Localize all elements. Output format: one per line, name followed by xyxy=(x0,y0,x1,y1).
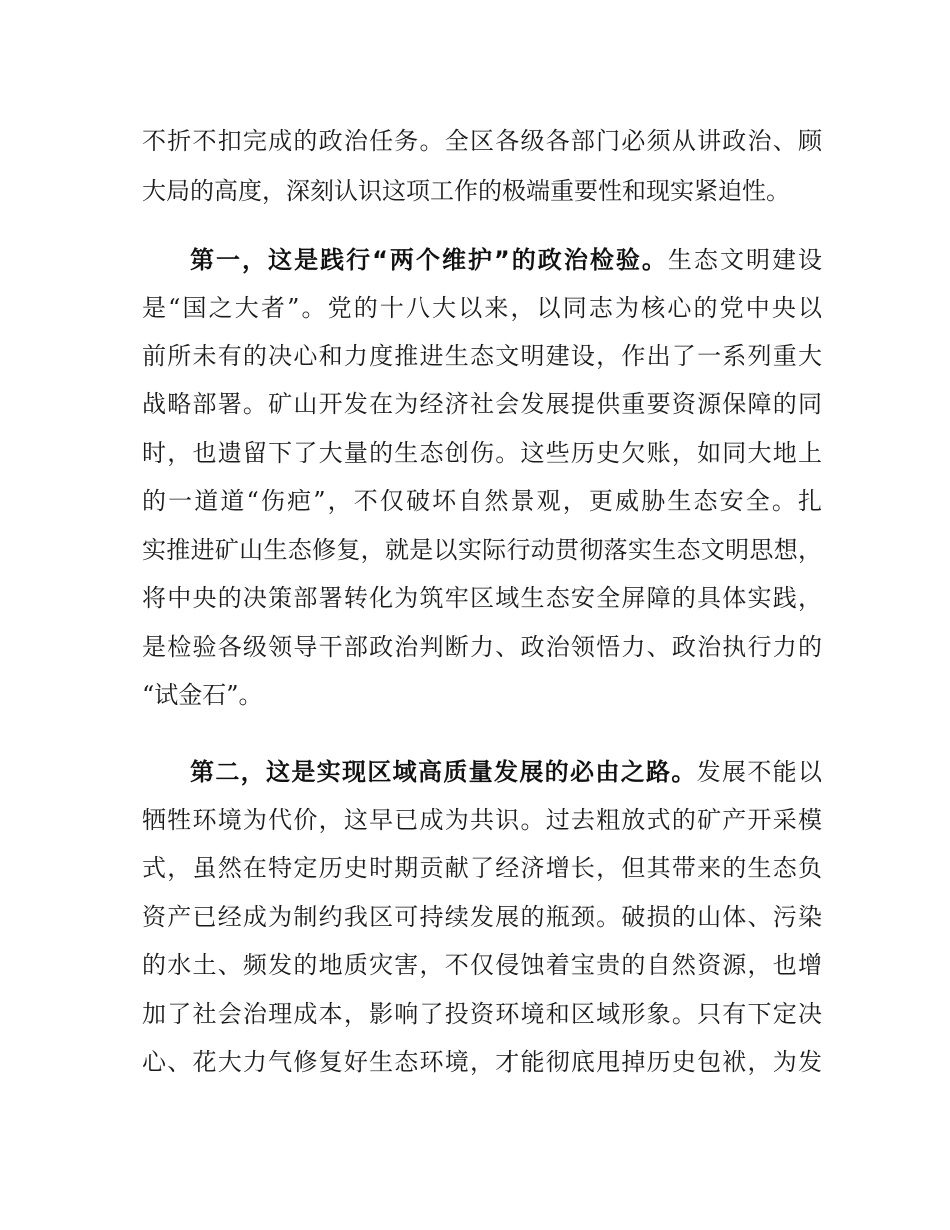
paragraph-line: 是检验各级领导干部政治判断力、政治领悟力、政治执行力的 xyxy=(142,633,822,661)
paragraph-line: “试金石”。 xyxy=(142,681,263,709)
paragraph-line: 时，也遗留下了大量的生态创伤。这些历史欠账，如同大地上 xyxy=(142,439,822,467)
paragraph-line: 大局的高度，深刻认识这项工作的极端重要性和现实紧迫性。 xyxy=(142,177,790,205)
paragraph-line: 将中央的决策部署转化为筑牢区域生态安全屏障的具体实践， xyxy=(142,584,822,612)
paragraph-line: 实推进矿山生态修复，就是以实际行动贯彻落实生态文明思想， xyxy=(142,536,822,564)
paragraph-heading: 第二，这是实现区域高质量发展的必由之路。 xyxy=(190,758,697,786)
paragraph-line: 牺牲环境为代价，这早已成为共识。过去粗放式的矿产开采模 xyxy=(142,806,822,834)
paragraph-two-first-line xyxy=(190,752,822,792)
paragraph-line: 不折不扣完成的政治任务。全区各级各部门必须从讲政治、顾 xyxy=(142,127,822,155)
paragraph-line: 是“国之大者”。党的十八大以来，以同志为核心的党中央以 xyxy=(142,294,822,322)
paragraph-line: 加了社会治理成本，影响了投资环境和区域形象。只有下定决 xyxy=(142,1000,822,1028)
paragraph-line: 战略部署。矿山开发在为经济社会发展提供重要资源保障的同 xyxy=(142,390,822,418)
paragraph-heading: 第一，这是践行“两个维护”的政治检验。 xyxy=(190,246,668,274)
paragraph-one-first-line xyxy=(190,240,822,280)
paragraph-line: 资产已经成为制约我区可持续发展的瓶颈。破损的山体、污染 xyxy=(142,903,822,931)
paragraph-text: 发展不能以 xyxy=(696,758,823,786)
paragraph-line: 式，虽然在特定历史时期贡献了经济增长，但其带来的生态负 xyxy=(142,854,822,882)
paragraph-line: 的水土、频发的地质灾害，不仅侵蚀着宝贵的自然资源，也增 xyxy=(142,951,822,979)
paragraph-line: 心、花大力气修复好生态环境，才能彻底甩掉历史包袱，为发 xyxy=(142,1048,822,1076)
paragraph-text: 生态文明建设 xyxy=(667,246,823,274)
paragraph-line: 前所未有的决心和力度推进生态文明建设，作出了一系列重大 xyxy=(142,342,822,370)
paragraph-line: 的一道道“伤疤”，不仅破坏自然景观，更威胁生态安全。扎 xyxy=(142,487,822,515)
